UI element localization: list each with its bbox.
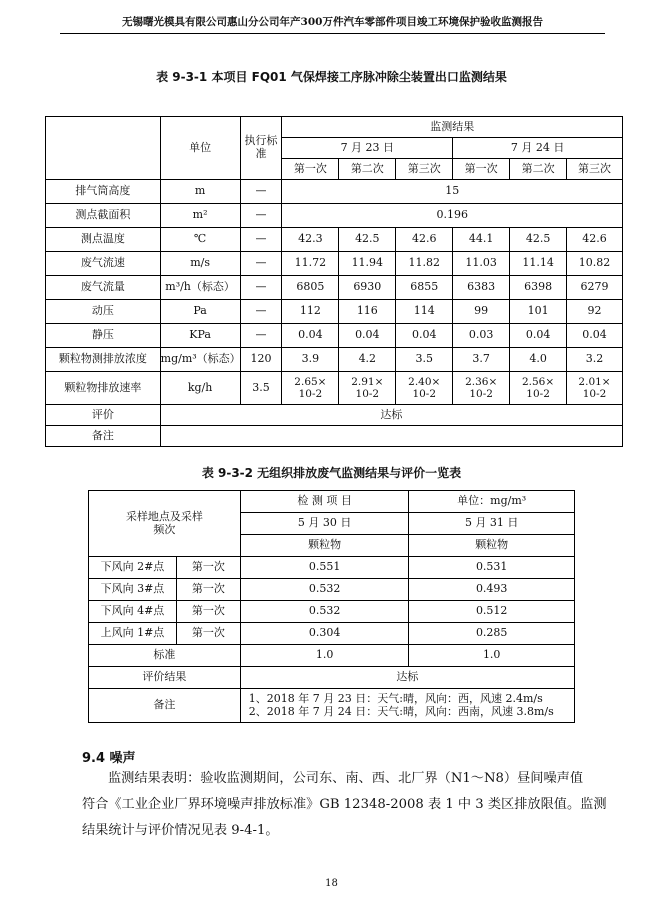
table2-remark-line: 2、2018 年 7 月 24 日：天气:晴，风向：西南，风速 3.8m/s bbox=[248, 704, 554, 718]
table1-rate-cell bbox=[510, 372, 567, 405]
table1-remark-label: 备注 bbox=[46, 426, 161, 447]
paragraph-line: 结果统计与评价情况见表 9-4-1。 bbox=[82, 823, 279, 838]
table1-row-std: — bbox=[240, 204, 282, 228]
table1-row-std: 120 bbox=[240, 348, 282, 372]
table1-row-unit: mg/m³（标态） bbox=[160, 348, 240, 372]
rate-power: 10-2 bbox=[412, 388, 437, 400]
table1-value: 44.1 bbox=[453, 228, 510, 252]
table2-date: 5 月 30 日 bbox=[240, 513, 409, 535]
table1-row-unit: m bbox=[160, 180, 240, 204]
table1-value: 11.72 bbox=[282, 252, 339, 276]
table2-value: 0.304 bbox=[240, 623, 409, 645]
table2-row bbox=[89, 557, 575, 579]
table1-row bbox=[46, 276, 623, 300]
table2-std-value: 1.0 bbox=[409, 645, 575, 667]
report-header: 无锡曙光模具有限公司惠山分公司年产300万件汽车零部件项目竣工环境保护验收监测报告 bbox=[122, 16, 543, 28]
table1-value: 4.2 bbox=[339, 348, 396, 372]
table1-row-label: 废气流速 bbox=[46, 252, 161, 276]
table1-value: 0.04 bbox=[567, 324, 623, 348]
table1-row-label: 颗粒物排放速率 bbox=[46, 372, 161, 405]
table2-frequency: 第一次 bbox=[176, 579, 240, 601]
table2-place: 下风向 4#点 bbox=[89, 601, 177, 623]
table1-eval-value: 达标 bbox=[160, 405, 622, 426]
table1-unit-header: 单位 bbox=[160, 117, 240, 180]
rate-power: 10-2 bbox=[582, 388, 607, 400]
table1-row-std: — bbox=[240, 228, 282, 252]
rate-power: 10-2 bbox=[526, 388, 550, 400]
section-title: 9.4 噪声 bbox=[82, 751, 136, 766]
table1-merged-value: 15 bbox=[282, 180, 623, 204]
table1-row-unit: Pa bbox=[160, 300, 240, 324]
table2-row bbox=[89, 579, 575, 601]
table1-value: 0.04 bbox=[510, 324, 567, 348]
table1-row bbox=[46, 180, 623, 204]
table1-value: 0.03 bbox=[453, 324, 510, 348]
table1-row-std: — bbox=[240, 300, 282, 324]
table1-value: 11.94 bbox=[339, 252, 396, 276]
table1-row-unit: ℃ bbox=[160, 228, 240, 252]
table1-value: 3.7 bbox=[453, 348, 510, 372]
table2-value: 0.531 bbox=[409, 557, 575, 579]
table2-pollutant: 颗粒物 bbox=[409, 535, 575, 557]
table1-row-unit: KPa bbox=[160, 324, 240, 348]
rate-mantissa: 2.40× bbox=[408, 375, 441, 388]
table1-value: 3.2 bbox=[567, 348, 623, 372]
table1-row-label: 废气流量 bbox=[46, 276, 161, 300]
table1-value: 11.03 bbox=[453, 252, 510, 276]
table1-value: 99 bbox=[453, 300, 510, 324]
table1-row bbox=[46, 228, 623, 252]
table1-run: 第二次 bbox=[510, 159, 567, 180]
table1-value: 6855 bbox=[396, 276, 453, 300]
table1-value: 42.5 bbox=[510, 228, 567, 252]
table2-frequency: 第一次 bbox=[176, 623, 240, 645]
table1-value: 0.04 bbox=[282, 324, 339, 348]
table1-value: 116 bbox=[339, 300, 396, 324]
rate-power: 10-2 bbox=[355, 388, 380, 400]
table2-frequency: 第一次 bbox=[176, 601, 240, 623]
table1-run: 第三次 bbox=[396, 159, 453, 180]
table2-place: 上风向 1#点 bbox=[89, 623, 177, 645]
page-number: 18 bbox=[325, 878, 338, 889]
table1-row-label: 动压 bbox=[46, 300, 161, 324]
table2-eval-label: 评价结果 bbox=[89, 667, 241, 689]
table1-value: 11.14 bbox=[510, 252, 567, 276]
table2-remark-cell bbox=[240, 689, 574, 723]
paragraph-line: 符合《工业企业厂界环境噪声排放标准》GB 12348-2008 表 1 中 3 类区排放限值。监测 bbox=[82, 797, 607, 812]
table1-value: 4.0 bbox=[510, 348, 567, 372]
table1-row-label: 静压 bbox=[46, 324, 161, 348]
table1-row-label: 测点温度 bbox=[46, 228, 161, 252]
table2-unit-header: 单位：mg/m³ bbox=[409, 491, 575, 513]
table1-rate-cell bbox=[396, 372, 453, 405]
table2-date: 5 月 31 日 bbox=[409, 513, 575, 535]
table1-row-unit: m³/h（标态） bbox=[160, 276, 240, 300]
table1-eval-label: 评价 bbox=[46, 405, 161, 426]
table1-row-std: — bbox=[240, 180, 282, 204]
table1-row-std: 3.5 bbox=[240, 372, 282, 405]
table1-merged-value: 0.196 bbox=[282, 204, 623, 228]
table2-caption: 表 9-3-2 无组织排放废气监测结果与评价一览表 bbox=[201, 466, 462, 480]
table1-row bbox=[46, 252, 623, 276]
table1-value: 42.3 bbox=[282, 228, 339, 252]
table2-value: 0.532 bbox=[240, 579, 409, 601]
table1-row bbox=[46, 324, 623, 348]
table1-row-unit: m² bbox=[160, 204, 240, 228]
table1-value: 112 bbox=[282, 300, 339, 324]
table1-row bbox=[46, 204, 623, 228]
table1-row bbox=[46, 300, 623, 324]
table1-row-label: 测点截面积 bbox=[46, 204, 161, 228]
table1-row bbox=[46, 348, 623, 372]
table1-value: 6398 bbox=[510, 276, 567, 300]
table2-row bbox=[89, 623, 575, 645]
table1-value: 6279 bbox=[567, 276, 623, 300]
table1-value: 42.5 bbox=[339, 228, 396, 252]
table1-run: 第一次 bbox=[453, 159, 510, 180]
table2-value: 0.551 bbox=[240, 557, 409, 579]
table2-pollutant: 颗粒物 bbox=[240, 535, 409, 557]
table2-remark-line: 1、2018 年 7 月 23 日：天气:晴，风向：西，风速 2.4m/s bbox=[248, 691, 543, 705]
table2-corner-label: 采样地点及采样频次 bbox=[125, 509, 203, 536]
table1-value: 10.82 bbox=[567, 252, 623, 276]
table1-value: 6805 bbox=[282, 276, 339, 300]
table1-value: 0.04 bbox=[396, 324, 453, 348]
table2-value: 0.532 bbox=[240, 601, 409, 623]
table2-value: 0.493 bbox=[409, 579, 575, 601]
table1-value: 42.6 bbox=[567, 228, 623, 252]
table1 bbox=[45, 116, 623, 447]
table1-row-std: — bbox=[240, 324, 282, 348]
table2 bbox=[88, 490, 575, 723]
paragraph-line: 监测结果表明：验收监测期间，公司东、南、西、北厂界（N1～N8）昼间噪声值 bbox=[108, 771, 584, 786]
rate-mantissa: 2.36× bbox=[465, 375, 498, 388]
table1-value: 3.5 bbox=[396, 348, 453, 372]
table1-row-unit: kg/h bbox=[160, 372, 240, 405]
table1-date: 7 月 24 日 bbox=[453, 138, 623, 159]
table1-value: 3.9 bbox=[282, 348, 339, 372]
table2-remark-label: 备注 bbox=[89, 689, 241, 723]
table1-run: 第二次 bbox=[339, 159, 396, 180]
table1-corner bbox=[46, 117, 161, 180]
rate-mantissa: 2.65× bbox=[294, 375, 327, 388]
table1-std-header: 执行标准 bbox=[240, 117, 282, 180]
table2-place: 下风向 2#点 bbox=[89, 557, 177, 579]
table2-row bbox=[89, 601, 575, 623]
table1-value: 6383 bbox=[453, 276, 510, 300]
table1-rate-cell bbox=[453, 372, 510, 405]
table1-remark-value bbox=[160, 426, 622, 447]
rate-mantissa: 2.91× bbox=[351, 375, 384, 388]
table1-date: 7 月 23 日 bbox=[282, 138, 453, 159]
rate-power: 10-2 bbox=[469, 388, 493, 400]
table1-row-unit: m/s bbox=[160, 252, 240, 276]
table1-value: 6930 bbox=[339, 276, 396, 300]
table1-row-std: — bbox=[240, 252, 282, 276]
table1-run: 第三次 bbox=[567, 159, 623, 180]
table2-frequency: 第一次 bbox=[176, 557, 240, 579]
rate-mantissa: 2.01× bbox=[578, 375, 611, 388]
table1-rate-cell bbox=[567, 372, 623, 405]
rate-power: 10-2 bbox=[298, 388, 323, 400]
table1-value: 92 bbox=[567, 300, 623, 324]
table1-row-label: 排气筒高度 bbox=[46, 180, 161, 204]
table1-run: 第一次 bbox=[282, 159, 339, 180]
table2-value: 0.285 bbox=[409, 623, 575, 645]
table2-corner bbox=[89, 491, 241, 557]
table1-value: 11.82 bbox=[396, 252, 453, 276]
table1-value: 0.04 bbox=[339, 324, 396, 348]
table2-std-value: 1.0 bbox=[240, 645, 409, 667]
table1-value: 101 bbox=[510, 300, 567, 324]
table1-row-std: — bbox=[240, 276, 282, 300]
table2-place: 下风向 3#点 bbox=[89, 579, 177, 601]
rate-mantissa: 2.56× bbox=[521, 375, 555, 388]
table2-value: 0.512 bbox=[409, 601, 575, 623]
table1-caption: 表 9-3-1 本项目 FQ01 气保焊接工序脉冲除尘装置出口监测结果 bbox=[156, 70, 507, 84]
table2-std-label: 标准 bbox=[89, 645, 241, 667]
table1-value: 114 bbox=[396, 300, 453, 324]
table1-value: 42.6 bbox=[396, 228, 453, 252]
header-divider bbox=[60, 33, 605, 34]
table1-rate-cell bbox=[282, 372, 339, 405]
table1-row-label: 颗粒物测排放浓度 bbox=[46, 348, 161, 372]
table1-results-header: 监测结果 bbox=[282, 117, 623, 138]
table2-eval-value: 达标 bbox=[240, 667, 574, 689]
table2-item-header: 检 测 项 目 bbox=[240, 491, 409, 513]
table1-rate-cell bbox=[339, 372, 396, 405]
